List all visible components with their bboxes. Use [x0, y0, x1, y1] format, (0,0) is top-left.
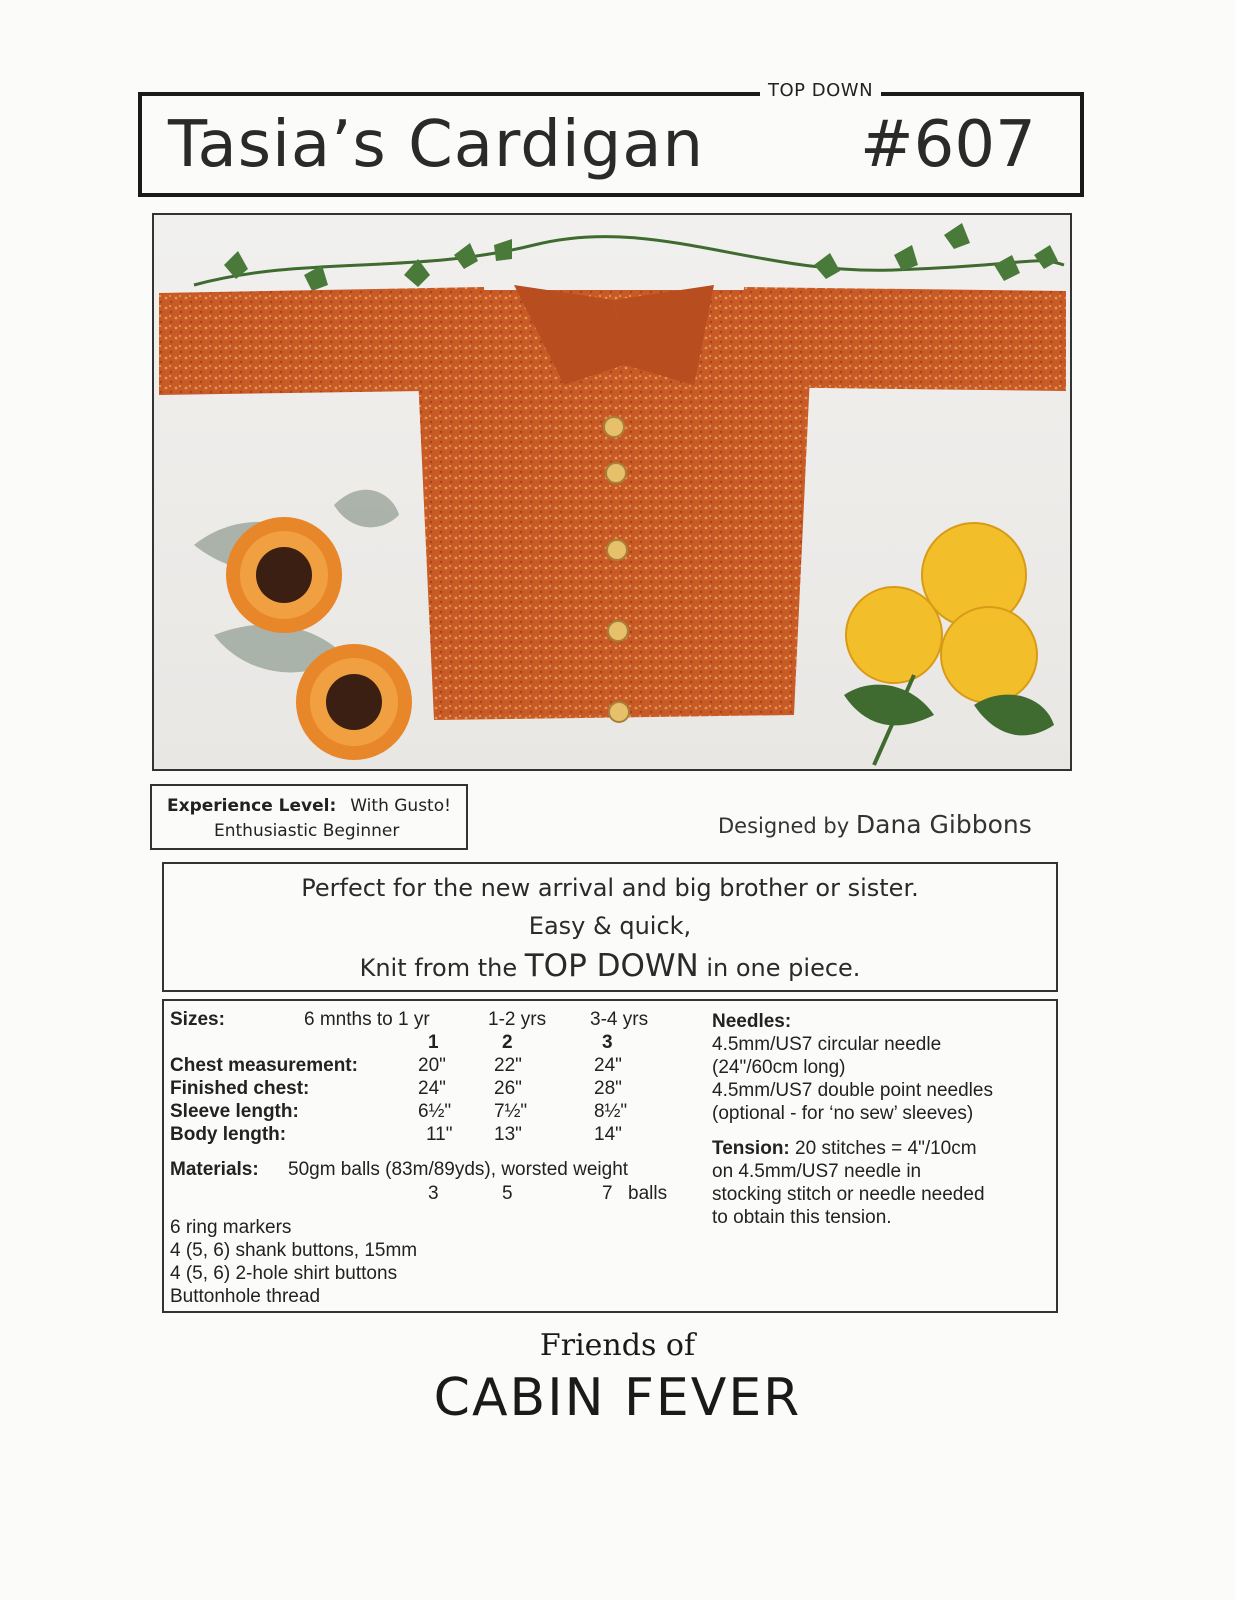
cardigan-photo [152, 213, 1072, 771]
tension-first-line [712, 1138, 977, 1160]
needle-line-4: (optional - for ‘no sew’ sleeves) [712, 1103, 974, 1124]
pattern-title: Tasia’s Cardigan [168, 108, 704, 182]
tension-line-2: on 4.5mm/US7 needle in [712, 1161, 922, 1182]
materials-label: Materials: [170, 1159, 259, 1180]
tagline-box [162, 862, 1058, 992]
notion-shirt-buttons: 4 (5, 6) 2-hole shirt buttons [170, 1263, 398, 1284]
body-length-label: Body length: [170, 1124, 287, 1145]
sunflower-2 [296, 644, 412, 760]
chest-measurement-label: Chest measurement: [170, 1055, 358, 1076]
tagline-line-1: Perfect for the new arrival and big brother or sister. [301, 874, 919, 902]
tagline-line-2: Easy & quick, [528, 912, 692, 940]
materials-text: 50gm balls (83m/89yds), worsted weight [288, 1159, 629, 1180]
logo-friends-of: Friends of [539, 1328, 696, 1363]
needle-line-2: (24"/60cm long) [712, 1057, 846, 1078]
notion-shank-buttons: 4 (5, 6) shank buttons, 15mm [170, 1240, 418, 1261]
finished-chest-3: 28" [594, 1078, 622, 1099]
tension-label: Tension: [712, 1138, 790, 1159]
sizes-label: Sizes: [170, 1009, 225, 1030]
designer-prefix: Designed by [718, 814, 856, 838]
experience-box [150, 784, 468, 850]
needle-line-1: 4.5mm/US7 circular needle [712, 1034, 942, 1055]
needle-line-3: 4.5mm/US7 double point needles [712, 1080, 993, 1101]
finished-chest-2: 26" [494, 1078, 522, 1099]
body-length-2: 13" [494, 1124, 522, 1145]
tagline-line-3-post: in one piece. [698, 954, 861, 982]
body-length-1: 11" [426, 1124, 453, 1145]
balls-size-2: 5 [502, 1183, 513, 1204]
experience-value: With Gusto! [350, 796, 451, 816]
specifications-box [162, 999, 1058, 1313]
designer-credit [718, 810, 1032, 839]
size-name-1: 6 mnths to 1 yr [304, 1009, 430, 1030]
sleeve-length-1: 6½" [418, 1101, 452, 1122]
chest-measurement-2: 22" [494, 1055, 522, 1076]
balls-unit: balls [628, 1183, 668, 1204]
designer-name: Dana Gibbons [855, 810, 1032, 839]
tension-line-4: to obtain this tension. [712, 1207, 892, 1228]
sleeve-length-2: 7½" [494, 1101, 528, 1122]
sleeve-length-label: Sleeve length: [170, 1101, 299, 1122]
finished-chest-1: 24" [418, 1078, 446, 1099]
notion-buttonhole-thread: Buttonhole thread [170, 1286, 321, 1307]
tagline-line-3-pre: Knit from the [359, 954, 525, 982]
needles-label: Needles: [712, 1011, 792, 1032]
sunflower-1 [226, 517, 342, 633]
balls-size-1: 3 [428, 1183, 439, 1204]
tagline-line-3 [164, 948, 1056, 984]
body-length-3: 14" [594, 1124, 622, 1145]
size-number-1: 1 [428, 1032, 439, 1053]
mum-leaves [844, 685, 1054, 736]
size-name-2: 1-2 yrs [488, 1009, 547, 1030]
yellow-mums [846, 523, 1037, 703]
experience-label: Experience Level: [167, 796, 337, 816]
tagline-top-down: TOP DOWN [524, 948, 699, 984]
experience-sub: Enthusiastic Beginner [214, 821, 400, 841]
experience-level [167, 796, 451, 816]
size-number-2: 2 [502, 1032, 513, 1053]
size-name-3: 3-4 yrs [590, 1009, 649, 1030]
chest-measurement-3: 24" [594, 1055, 622, 1076]
finished-chest-label: Finished chest: [170, 1078, 310, 1099]
top-down-badge: TOP DOWN [760, 80, 881, 101]
cardigan-illustration [154, 215, 1070, 769]
balls-size-3: 7 [602, 1183, 613, 1204]
size-number-3: 3 [602, 1032, 613, 1053]
sleeve-length-3: 8½" [594, 1101, 628, 1122]
tension-value: 20 stitches = 4"/10cm [789, 1138, 977, 1159]
pattern-number: #607 [860, 108, 1036, 182]
notion-ring-markers: 6 ring markers [170, 1217, 292, 1238]
logo-cabin-fever: CABIN FEVER [433, 1368, 802, 1428]
chest-measurement-1: 20" [418, 1055, 446, 1076]
tension-line-3: stocking stitch or needle needed [712, 1184, 985, 1205]
